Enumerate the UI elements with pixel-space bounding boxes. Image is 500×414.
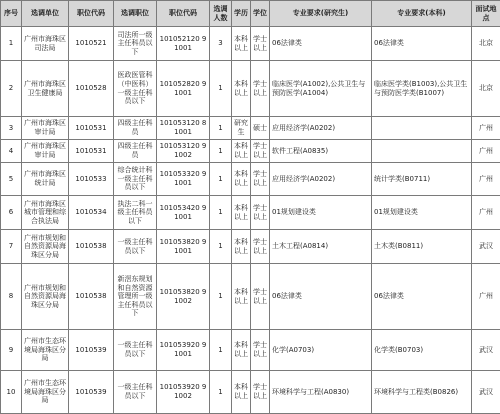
cell-position-code: 101053120 91002 <box>157 140 210 163</box>
header-unit-code: 职位代码 <box>69 1 114 27</box>
cell-education: 本科以上 <box>232 371 251 414</box>
cell-interview-location: 广州 <box>472 140 500 163</box>
cell-major-undergrad: 土木类(B0811) <box>372 230 472 264</box>
table-row <box>1 117 500 140</box>
cell-major-grad: 环境科学与工程(A0830) <box>270 371 372 414</box>
cell-position-code: 101052820 91001 <box>157 61 210 117</box>
cell-interview-location: 北京 <box>472 61 500 117</box>
cell-degree: 学士以上 <box>251 196 270 230</box>
cell-major-undergrad: 01规划建设类 <box>372 196 472 230</box>
cell-degree: 学士以上 <box>251 264 270 330</box>
cell-education: 本科以上 <box>232 61 251 117</box>
cell-unit-code: 1010533 <box>69 163 114 196</box>
cell-major-grad: 土木工程(A0814) <box>270 230 372 264</box>
cell-interview-location: 武汉 <box>472 230 500 264</box>
cell-interview-location: 广州 <box>472 196 500 230</box>
cell-unit-code: 1010534 <box>69 196 114 230</box>
cell-count: 1 <box>210 61 232 117</box>
table-row <box>1 230 500 264</box>
cell-major-grad: 应用经济学(A0202) <box>270 163 372 196</box>
header-seq: 序号 <box>1 1 22 27</box>
cell-major-undergrad: 临床医学类(B1003),公共卫生与预防医学类(B1007) <box>372 61 472 117</box>
table-row <box>1 371 500 414</box>
cell-count: 1 <box>210 230 232 264</box>
cell-count: 1 <box>210 371 232 414</box>
cell-seq: 5 <box>1 163 22 196</box>
cell-unit: 广州市海珠区司法局 <box>22 27 69 61</box>
cell-interview-location: 北京 <box>472 27 500 61</box>
cell-seq: 2 <box>1 61 22 117</box>
cell-seq: 1 <box>1 27 22 61</box>
cell-position-code: 101053820 91001 <box>157 230 210 264</box>
cell-unit: 广州市规划和自然资源局海珠区分局 <box>22 264 69 330</box>
cell-degree: 学士以上 <box>251 230 270 264</box>
cell-unit-code: 1010538 <box>69 264 114 330</box>
cell-education: 本科以上 <box>232 230 251 264</box>
cell-position: 司法所一级主任科员以下 <box>114 27 157 61</box>
cell-major-undergrad: 06法律类 <box>372 27 472 61</box>
header-interview-location: 面试地点 <box>472 1 500 27</box>
cell-seq: 7 <box>1 230 22 264</box>
cell-major-undergrad: 环境科学与工程类(B0826) <box>372 371 472 414</box>
cell-unit: 广州市海珠区统计局 <box>22 163 69 196</box>
table-row <box>1 330 500 371</box>
header-education: 学历 <box>232 1 251 27</box>
cell-major-grad: 应用经济学(A0202) <box>270 117 372 140</box>
cell-unit-code: 1010539 <box>69 330 114 371</box>
cell-position: 新滘东规划和自然资源管理所一级主任科员以下 <box>114 264 157 330</box>
cell-position: 综合统计科一级主任科员以下 <box>114 163 157 196</box>
cell-unit: 广州市海珠区审计局 <box>22 140 69 163</box>
cell-interview-location: 广州 <box>472 264 500 330</box>
cell-count: 3 <box>210 27 232 61</box>
cell-degree: 学士以上 <box>251 330 270 371</box>
cell-major-undergrad <box>372 140 472 163</box>
cell-position: 一级主任科员以下 <box>114 230 157 264</box>
cell-major-grad: 06法律类 <box>270 264 372 330</box>
header-major-undergrad: 专业要求(本科) <box>372 1 472 27</box>
cell-unit: 广州市海珠区城市管理和综合执法局 <box>22 196 69 230</box>
cell-seq: 9 <box>1 330 22 371</box>
cell-count: 1 <box>210 163 232 196</box>
cell-count: 1 <box>210 264 232 330</box>
cell-seq: 3 <box>1 117 22 140</box>
table-row <box>1 264 500 330</box>
cell-degree: 学士以上 <box>251 163 270 196</box>
cell-major-grad: 06法律类 <box>270 27 372 61</box>
header-count: 选调人数 <box>210 1 232 27</box>
cell-education: 本科以上 <box>232 330 251 371</box>
cell-count: 1 <box>210 117 232 140</box>
cell-unit: 广州市生态环境局海珠区分局 <box>22 371 69 414</box>
cell-major-undergrad: 化学类(B0703) <box>372 330 472 371</box>
cell-position: 一级主任科员以下 <box>114 371 157 414</box>
cell-education: 研究生 <box>232 117 251 140</box>
cell-unit: 广州市海珠区审计局 <box>22 117 69 140</box>
cell-position: 医政医管科（中医科）一级主任科员以下 <box>114 61 157 117</box>
cell-major-grad: 软件工程(A0835) <box>270 140 372 163</box>
cell-unit: 广州市规划和自然资源局海珠区分局 <box>22 230 69 264</box>
cell-major-grad: 01规划建设类 <box>270 196 372 230</box>
cell-degree: 学士以上 <box>251 27 270 61</box>
table-row <box>1 196 500 230</box>
cell-unit-code: 1010538 <box>69 230 114 264</box>
cell-major-grad: 临床医学(A1002),公共卫生与预防医学(A1004) <box>270 61 372 117</box>
cell-unit-code: 1010539 <box>69 371 114 414</box>
cell-degree: 学士以上 <box>251 140 270 163</box>
cell-position: 一级主任科员以下 <box>114 330 157 371</box>
cell-position: 四级主任科员 <box>114 117 157 140</box>
cell-interview-location: 广州 <box>472 163 500 196</box>
header-row <box>1 1 500 27</box>
cell-education: 本科以上 <box>232 140 251 163</box>
table-row <box>1 140 500 163</box>
cell-position: 四级主任科员 <box>114 140 157 163</box>
cell-seq: 10 <box>1 371 22 414</box>
cell-unit-code: 1010531 <box>69 117 114 140</box>
cell-position-code: 101053920 91001 <box>157 330 210 371</box>
cell-education: 本科以上 <box>232 196 251 230</box>
header-position: 选调职位 <box>114 1 157 27</box>
cell-major-undergrad: 06法律类 <box>372 264 472 330</box>
cell-degree: 学士以上 <box>251 371 270 414</box>
cell-unit-code: 1010521 <box>69 27 114 61</box>
cell-count: 1 <box>210 330 232 371</box>
cell-position-code: 101053420 91001 <box>157 196 210 230</box>
cell-interview-location: 武汉 <box>472 371 500 414</box>
cell-position: 执法二科一级主任科员以下 <box>114 196 157 230</box>
cell-degree: 学士以上 <box>251 61 270 117</box>
cell-seq: 4 <box>1 140 22 163</box>
cell-interview-location: 武汉 <box>472 330 500 371</box>
table-row <box>1 27 500 61</box>
cell-major-grad: 化学(A0703) <box>270 330 372 371</box>
cell-count: 1 <box>210 140 232 163</box>
cell-unit-code: 1010528 <box>69 61 114 117</box>
cell-seq: 8 <box>1 264 22 330</box>
header-position-code: 职位代码 <box>157 1 210 27</box>
cell-major-undergrad: 统计学类(B0711) <box>372 163 472 196</box>
cell-count: 1 <box>210 196 232 230</box>
cell-unit: 广州市海珠区卫生健康局 <box>22 61 69 117</box>
cell-education: 本科以上 <box>232 163 251 196</box>
cell-position-code: 101053920 91002 <box>157 371 210 414</box>
cell-position-code: 101053820 91002 <box>157 264 210 330</box>
cell-position-code: 101053120 81001 <box>157 117 210 140</box>
cell-unit: 广州市生态环境局海珠区分局 <box>22 330 69 371</box>
cell-unit-code: 1010531 <box>69 140 114 163</box>
cell-education: 本科以上 <box>232 264 251 330</box>
table-row <box>1 163 500 196</box>
cell-position-code: 101053320 91001 <box>157 163 210 196</box>
cell-education: 本科以上 <box>232 27 251 61</box>
header-unit: 选调单位 <box>22 1 69 27</box>
header-degree: 学位 <box>251 1 270 27</box>
header-major-grad: 专业要求(研究生) <box>270 1 372 27</box>
cell-position-code: 101052120 91001 <box>157 27 210 61</box>
cell-major-undergrad <box>372 117 472 140</box>
cell-seq: 6 <box>1 196 22 230</box>
table-row <box>1 61 500 117</box>
cell-degree: 硕士 <box>251 117 270 140</box>
cell-interview-location: 广州 <box>472 117 500 140</box>
